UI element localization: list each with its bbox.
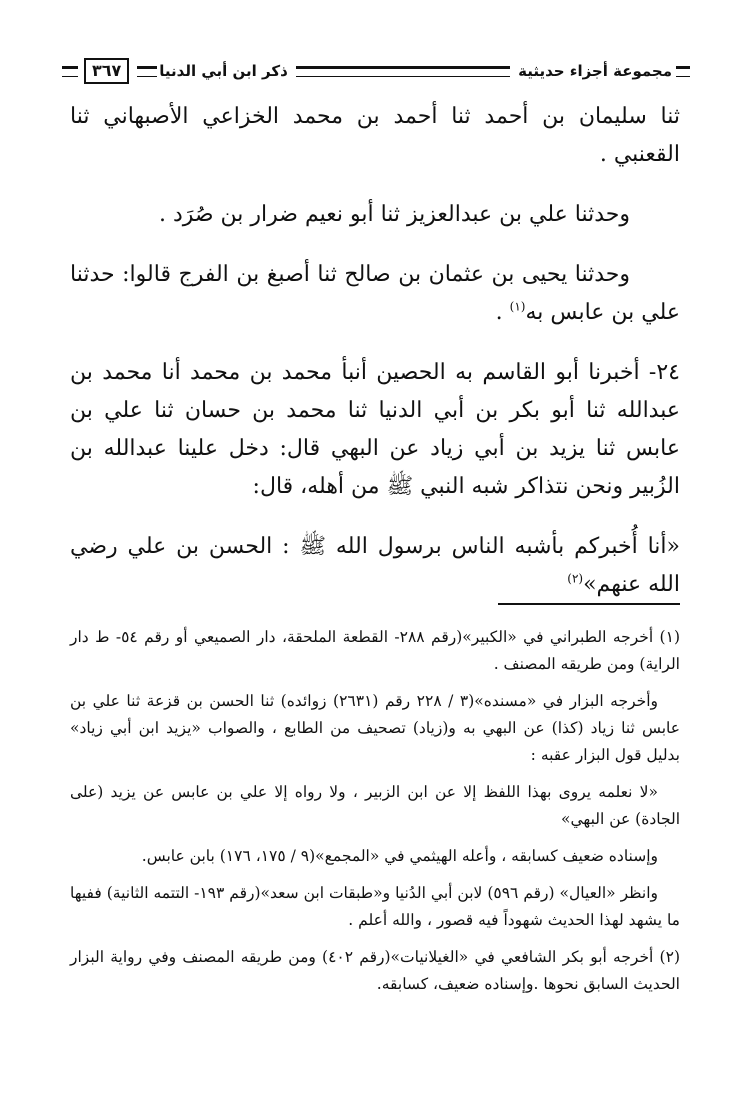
footnote-marker[interactable]: (١)	[509, 299, 526, 314]
footnote: وانظر «العيال» (رقم ٥٩٦) لابن أبي الدُنيا و«طبقات ابن سعد»(رقم ١٩٣- التتمه الثانية) ففيها ما يشهد لهذا الحديث شهوداً فيه قصور ، والله أعلم .	[70, 884, 680, 929]
page-number: ٣٦٧	[84, 58, 129, 84]
header-ornament	[676, 66, 690, 77]
footnote: وأخرجه البزار في «مسنده»(٣ / ٢٢٨ رقم (٢٦٣١) زوائده) ثنا الحسن بن قزعة ثنا علي بن عابس ثنا زياد (كذا) عن البهي به و(زياد) تصحيف من الطابع ، والصواب «يزيد ابن أبي زياد» بدليل قول البزار عقبه :	[70, 692, 680, 764]
paragraph	[70, 256, 680, 332]
footnote: «لا نعلمه يروى بهذا اللفظ إلا عن ابن الزبير ، ولا رواه إلا علي بن عابس عن يزيد (على الجادة) عن البهي»	[70, 783, 680, 828]
footnote: (١) أخرجه الطبراني في «الكبير»(رقم ٢٨٨- القطعة الملحقة، دار الصميعي أو رقم ٥٤- ط دار الراية) ومن طريقه المصنف .	[70, 628, 680, 673]
footnote: وإسناده ضعيف كسابقه ، وأعله الهيثمي في «المجمع»(٩ / ١٧٥، ١٧٦) بابن عابس.	[141, 847, 658, 865]
footnote: (٢) أخرجه أبو بكر الشافعي في «الغيلانيات»(رقم ٤٠٢) ومن طريقه المصنف وفي رواية البزار الحديث السابق نحوها .وإسناده ضعيف، كسابقه.	[70, 948, 680, 993]
header-rule	[296, 66, 510, 77]
quote-text: «أنا أُخبركم بأشبه الناس برسول الله ﷺ : الحسن بن علي رضي الله عنهم»	[70, 534, 680, 597]
book-title: ذكر ابن أبي الدنيا	[159, 62, 288, 80]
series-title: مجموعة أجزاء حديثية	[518, 62, 672, 80]
quote-paragraph	[70, 528, 680, 604]
footnote-separator	[498, 603, 680, 605]
paragraph: ثنا سليمان بن أحمد ثنا أحمد بن محمد الخزاعي الأصبهاني ثنا القعنبي .	[70, 104, 680, 167]
paragraph: وحدثنا علي بن عبدالعزيز ثنا أبو نعيم ضرار بن صُرَد .	[158, 202, 630, 227]
footnotes	[70, 624, 680, 1008]
main-text	[70, 98, 680, 604]
header-rule-short	[137, 66, 157, 77]
hadith-paragraph: ٢٤- أخبرنا أبو القاسم به الحصين أنبأ محمد بن محمد أنا محمد بن عبدالله ثنا أبو بكر بن أبي الدنيا ثنا محمد بن حسان ثنا علي بن عابس ثنا يزيد بن أبي زياد عن البهي قال: دخل علينا عبدالله بن الزُبير ونحن نتذاكر شبه النبي ﷺ من أهله، قال:	[70, 360, 680, 499]
header-rule-end	[62, 66, 78, 77]
running-header	[62, 55, 690, 87]
paragraph-text: وحدثنا يحيى بن عثمان بن صالح ثنا أصبغ بن الفرج قالوا: حدثنا علي بن عابس به	[70, 262, 680, 325]
paragraph-end: .	[495, 300, 510, 325]
footnote-marker[interactable]: (٢)	[567, 571, 584, 586]
